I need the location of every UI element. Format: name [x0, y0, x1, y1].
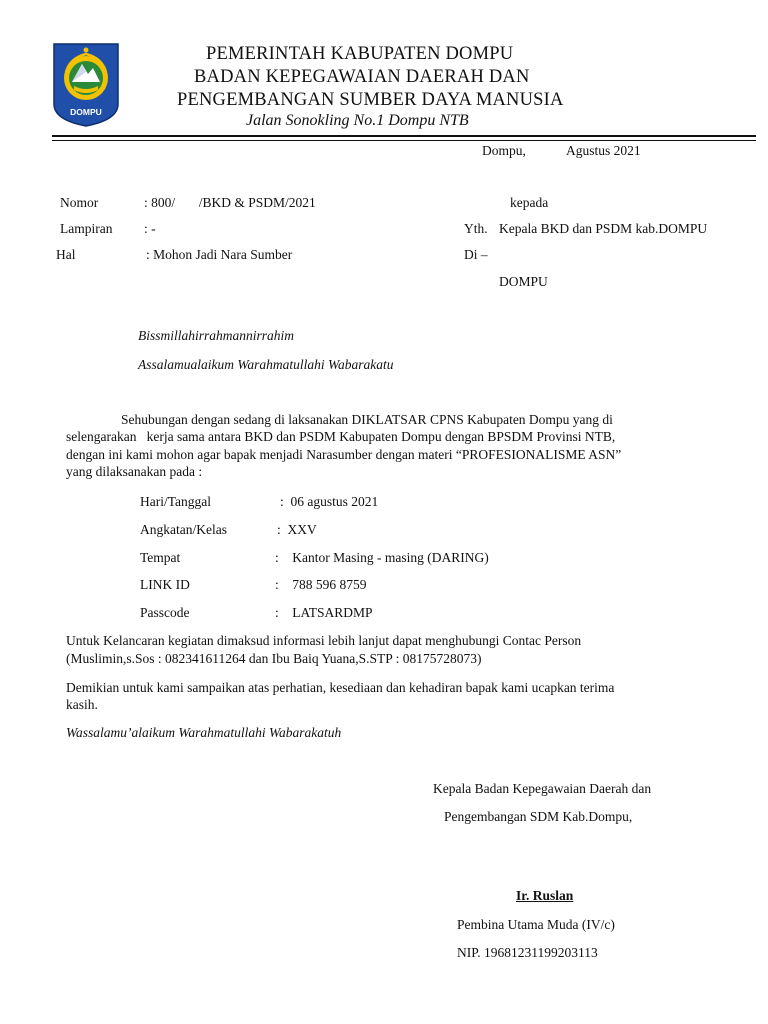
letterhead-rule-thick: [52, 135, 756, 137]
letter-date: Agustus 2021: [566, 143, 641, 158]
detail-label: Angkatan/Kelas: [140, 522, 227, 537]
body-line-1: Sehubungan dengan sedang di laksanakan DIKLATSAR CPNS Kabupaten Dompu yang di: [121, 412, 613, 427]
logo-text: DOMPU: [70, 107, 102, 117]
detail-label: Hari/Tanggal: [140, 494, 212, 509]
letterhead-line-1: PEMERINTAH KABUPATEN DOMPU: [206, 44, 514, 64]
detail-value: : LATSARDMP: [275, 605, 373, 620]
signatory-title-2: Pengembangan SDM Kab.Dompu,: [444, 809, 633, 824]
contact-line-2: (Muslimin,s.Sos : 082341611264 dan Ibu Baiq Yuana,S.STP : 08175728073): [66, 651, 482, 666]
detail-label: Passcode: [140, 605, 190, 620]
yth-label: Yth.: [464, 221, 488, 236]
letter-place: Dompu,: [482, 143, 526, 158]
nomor-label: Nomor: [60, 195, 99, 210]
detail-value: : 788 596 8759: [275, 577, 367, 592]
recipient-name: Kepala BKD dan PSDM kab.DOMPU: [499, 221, 708, 236]
letterhead-rule-thin: [52, 140, 756, 141]
opening-salam: Assalamualaikum Warahmatullahi Wabarakatu: [138, 357, 394, 372]
detail-label: Tempat: [140, 550, 181, 565]
kepada-label: kepada: [510, 195, 549, 210]
letterhead-line-2: BADAN KEPEGAWAIAN DAERAH DAN: [194, 67, 530, 87]
detail-value: : Kantor Masing - masing (DARING): [275, 550, 489, 565]
body-line-4: yang dilaksanakan pada :: [66, 464, 203, 479]
signatory-title-1: Kepala Badan Kepegawaian Daerah dan: [433, 781, 652, 796]
di-label: Di –: [464, 247, 488, 262]
bismillah: Bissmillahirrahmannirrahim: [138, 328, 295, 343]
body-line-2: selengarakan kerja sama antara BKD dan PSDM Kabupaten Dompu dengan BPSDM Provinsi NTB,: [66, 429, 616, 444]
detail-value: : XXV: [277, 522, 317, 537]
nomor-value: : 800/ /BKD & PSDM/2021: [144, 195, 316, 210]
contact-line-1: Untuk Kelancaran kegiatan dimaksud informasi lebih lanjut dapat menghubungi Contac Person: [66, 633, 582, 648]
hal-value: : Mohon Jadi Nara Sumber: [146, 247, 293, 262]
letterhead-line-3: PENGEMBANGAN SUMBER DAYA MANUSIA: [177, 90, 564, 110]
hal-label: Hal: [56, 247, 76, 262]
detail-label: LINK ID: [140, 577, 190, 592]
letterhead-address: Jalan Sonokling No.1 Dompu NTB: [246, 112, 469, 129]
closing-salam: Wassalamu’alaikum Warahmatullahi Wabarakatuh: [66, 725, 342, 740]
dompu-regency-logo: [52, 42, 120, 128]
detail-value: : 06 agustus 2021: [280, 494, 379, 509]
signatory-rank: Pembina Utama Muda (IV/c): [457, 917, 615, 932]
lampiran-label: Lampiran: [60, 221, 113, 236]
signatory-nip: NIP. 19681231199203113: [457, 945, 598, 960]
signatory-name: Ir. Ruslan: [516, 888, 574, 903]
recipient-city: DOMPU: [499, 274, 548, 289]
lampiran-value: : -: [144, 221, 156, 236]
closing-line-1: Demikian untuk kami sampaikan atas perhatian, kesediaan dan kehadiran bapak kami ucapkan terima: [66, 680, 615, 695]
body-line-3: dengan ini kami mohon agar bapak menjadi Narasumber dengan materi “PROFESIONALISME ASN”: [66, 447, 622, 462]
closing-line-2: kasih.: [66, 697, 98, 712]
